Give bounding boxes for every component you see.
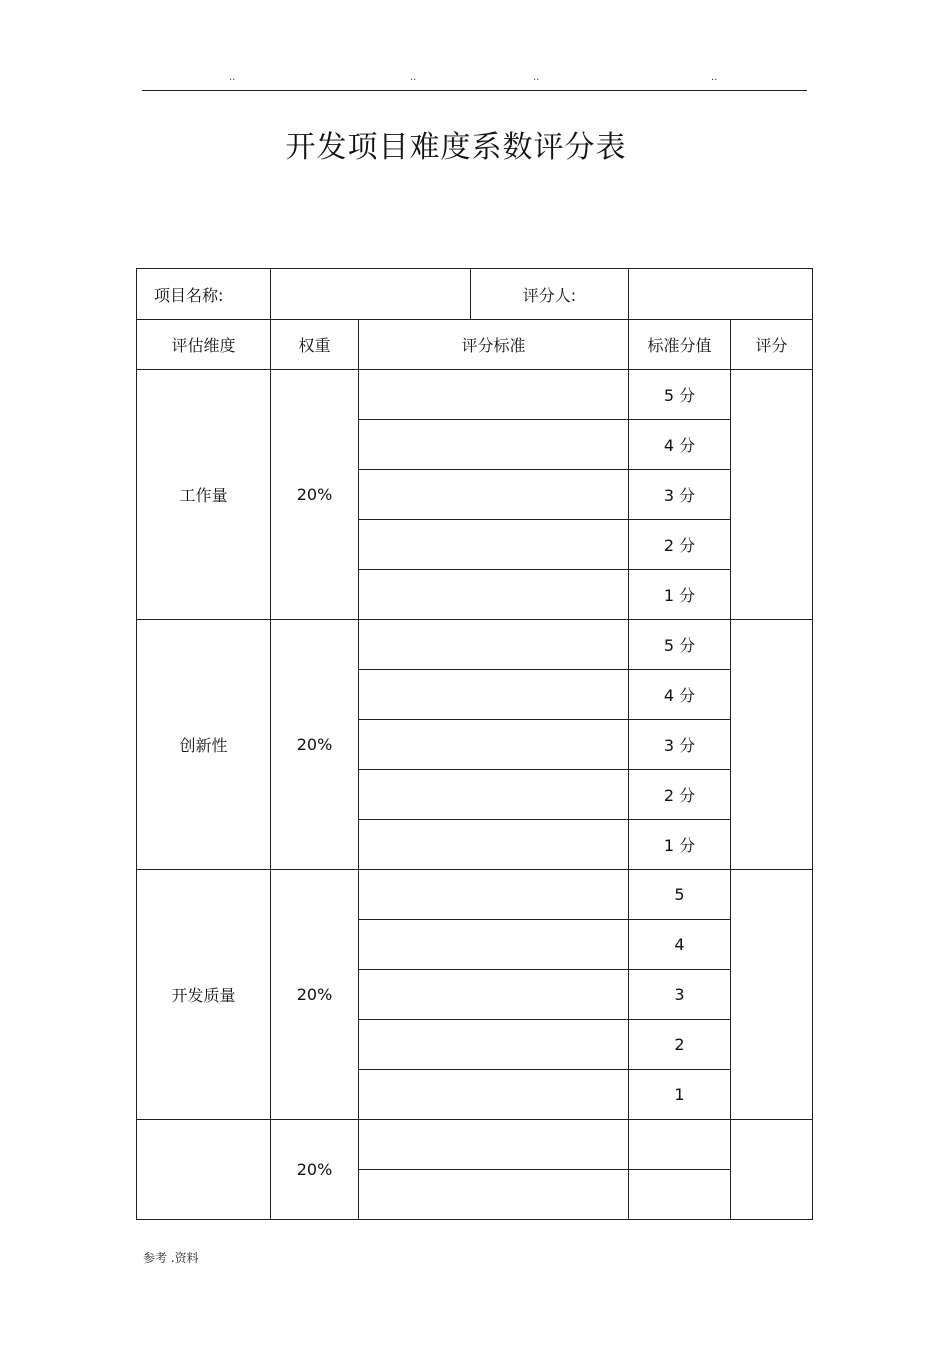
dimension-cell: 创新性: [137, 620, 271, 870]
criteria-cell[interactable]: [359, 520, 629, 570]
header-dot: ..: [533, 72, 540, 83]
standard-score-cell: 3: [629, 970, 731, 1020]
standard-score-cell: 2 分: [629, 770, 731, 820]
standard-score-cell: 4 分: [629, 670, 731, 720]
criteria-cell[interactable]: [359, 420, 629, 470]
criteria-cell[interactable]: [359, 570, 629, 620]
score-input-cell[interactable]: [731, 1120, 813, 1220]
standard-score-cell: 1 分: [629, 820, 731, 870]
criteria-cell[interactable]: [359, 1170, 629, 1220]
column-header: 评分标准: [359, 320, 629, 370]
project-name-field[interactable]: [271, 269, 471, 320]
header-dot: ..: [229, 72, 236, 83]
header-dot: ..: [711, 72, 718, 83]
page-footer: 参考 .资料: [143, 1251, 199, 1265]
scorer-label: 评分人:: [471, 269, 629, 320]
criteria-cell[interactable]: [359, 1070, 629, 1120]
scorer-field[interactable]: [629, 269, 813, 320]
criteria-cell[interactable]: [359, 770, 629, 820]
standard-score-cell: 1: [629, 1070, 731, 1120]
page-header-dots: [0, 72, 950, 86]
document-title: 开发项目难度系数评分表: [285, 130, 627, 165]
header-dot: ..: [410, 72, 417, 83]
header-rule: [142, 90, 807, 91]
score-input-cell[interactable]: [731, 370, 813, 620]
criteria-cell[interactable]: [359, 1020, 629, 1070]
score-input-cell[interactable]: [731, 870, 813, 1120]
table-row: [137, 870, 813, 920]
standard-score-cell: 1 分: [629, 570, 731, 620]
score-table: [136, 268, 813, 1220]
criteria-cell[interactable]: [359, 970, 629, 1020]
project-name-label: 项目名称:: [137, 269, 271, 320]
criteria-cell[interactable]: [359, 470, 629, 520]
standard-score-cell: [629, 1120, 731, 1170]
standard-score-cell: 4: [629, 920, 731, 970]
score-input-cell[interactable]: [731, 620, 813, 870]
weight-cell: 20%: [271, 870, 359, 1120]
standard-score-cell: 3 分: [629, 470, 731, 520]
standard-score-cell: 2: [629, 1020, 731, 1070]
table-row: [137, 620, 813, 670]
criteria-cell[interactable]: [359, 920, 629, 970]
criteria-cell[interactable]: [359, 720, 629, 770]
weight-cell: 20%: [271, 1120, 359, 1220]
column-header: 标准分值: [629, 320, 731, 370]
dimension-cell: 工作量: [137, 370, 271, 620]
table-row: [137, 1120, 813, 1170]
column-header: 评分: [731, 320, 813, 370]
standard-score-cell: 2 分: [629, 520, 731, 570]
table-row: [137, 370, 813, 420]
standard-score-cell: 5 分: [629, 370, 731, 420]
dimension-cell: [137, 1120, 271, 1220]
project-info-row: [137, 269, 813, 320]
column-header: 权重: [271, 320, 359, 370]
weight-cell: 20%: [271, 620, 359, 870]
criteria-cell[interactable]: [359, 620, 629, 670]
standard-score-cell: 3 分: [629, 720, 731, 770]
criteria-cell[interactable]: [359, 870, 629, 920]
criteria-cell[interactable]: [359, 1120, 629, 1170]
criteria-cell[interactable]: [359, 670, 629, 720]
standard-score-cell: 5 分: [629, 620, 731, 670]
column-header-row: [137, 320, 813, 370]
dimension-cell: 开发质量: [137, 870, 271, 1120]
criteria-cell[interactable]: [359, 820, 629, 870]
weight-cell: 20%: [271, 370, 359, 620]
criteria-cell[interactable]: [359, 370, 629, 420]
standard-score-cell: 4 分: [629, 420, 731, 470]
column-header: 评估维度: [137, 320, 271, 370]
standard-score-cell: 5: [629, 870, 731, 920]
standard-score-cell: [629, 1170, 731, 1220]
